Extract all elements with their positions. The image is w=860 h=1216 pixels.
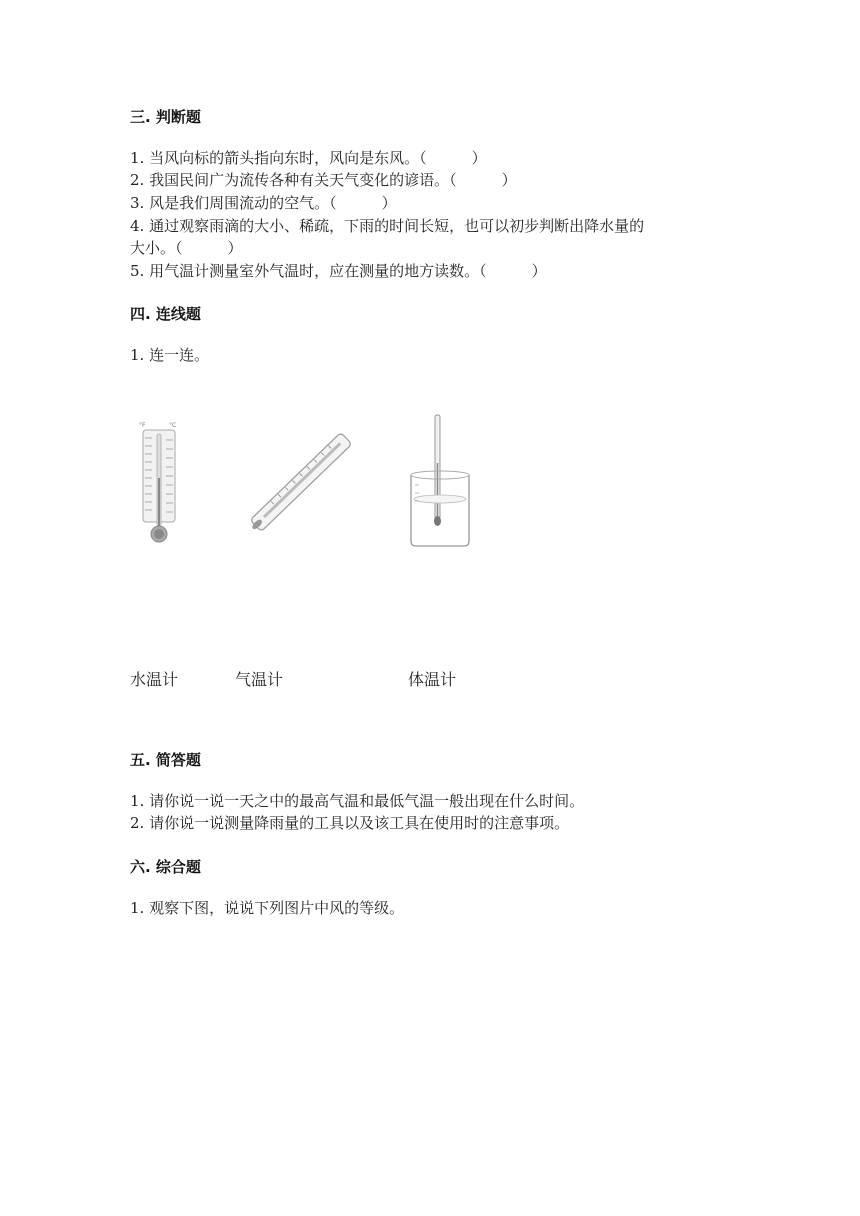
- matching-prompt: 1. 连一连。: [130, 346, 210, 364]
- short-answer-item-1: 1. 请你说一说一天之中的最高气温和最低气温一般出现在什么时间。: [130, 792, 585, 810]
- beaker-thermometer-icon: [405, 413, 475, 551]
- section-3-title: 三. 判断题: [130, 108, 201, 126]
- section-5-title: 五. 简答题: [130, 751, 201, 769]
- label-body-thermometer: 体温计: [408, 670, 457, 689]
- label-air-thermometer: 气温计: [235, 670, 284, 689]
- section-4-title: 四. 连线题: [130, 305, 201, 323]
- thermometer-wall-icon: [133, 418, 185, 546]
- thermometer-glass-icon: [236, 415, 366, 550]
- svg-text:°C: °C: [169, 422, 177, 429]
- section-6-title: 六. 综合题: [130, 858, 201, 876]
- judgment-item-4: 4. 通过观察雨滴的大小、稀疏，下雨的时间长短，也可以初步判断出降水量的: [130, 217, 645, 235]
- judgment-item-4-cont: 大小。（ ）: [130, 239, 243, 257]
- short-answer-item-2: 2. 请你说一说测量降雨量的工具以及该工具在使用时的注意事项。: [130, 814, 570, 832]
- judgment-item-5: 5. 用气温计测量室外气温时，应在测量的地方读数。（ ）: [130, 262, 547, 280]
- judgment-item-3: 3. 风是我们周围流动的空气。（ ）: [130, 194, 397, 212]
- svg-text:°F: °F: [139, 422, 146, 429]
- label-water-thermometer: 水温计: [130, 670, 179, 689]
- comprehensive-item-1: 1. 观察下图，说说下列图片中风的等级。: [130, 899, 405, 917]
- judgment-item-1: 1. 当风向标的箭头指向东时，风向是东风。（ ）: [130, 149, 487, 167]
- judgment-item-2: 2. 我国民间广为流传各种有关天气变化的谚语。（ ）: [130, 171, 517, 189]
